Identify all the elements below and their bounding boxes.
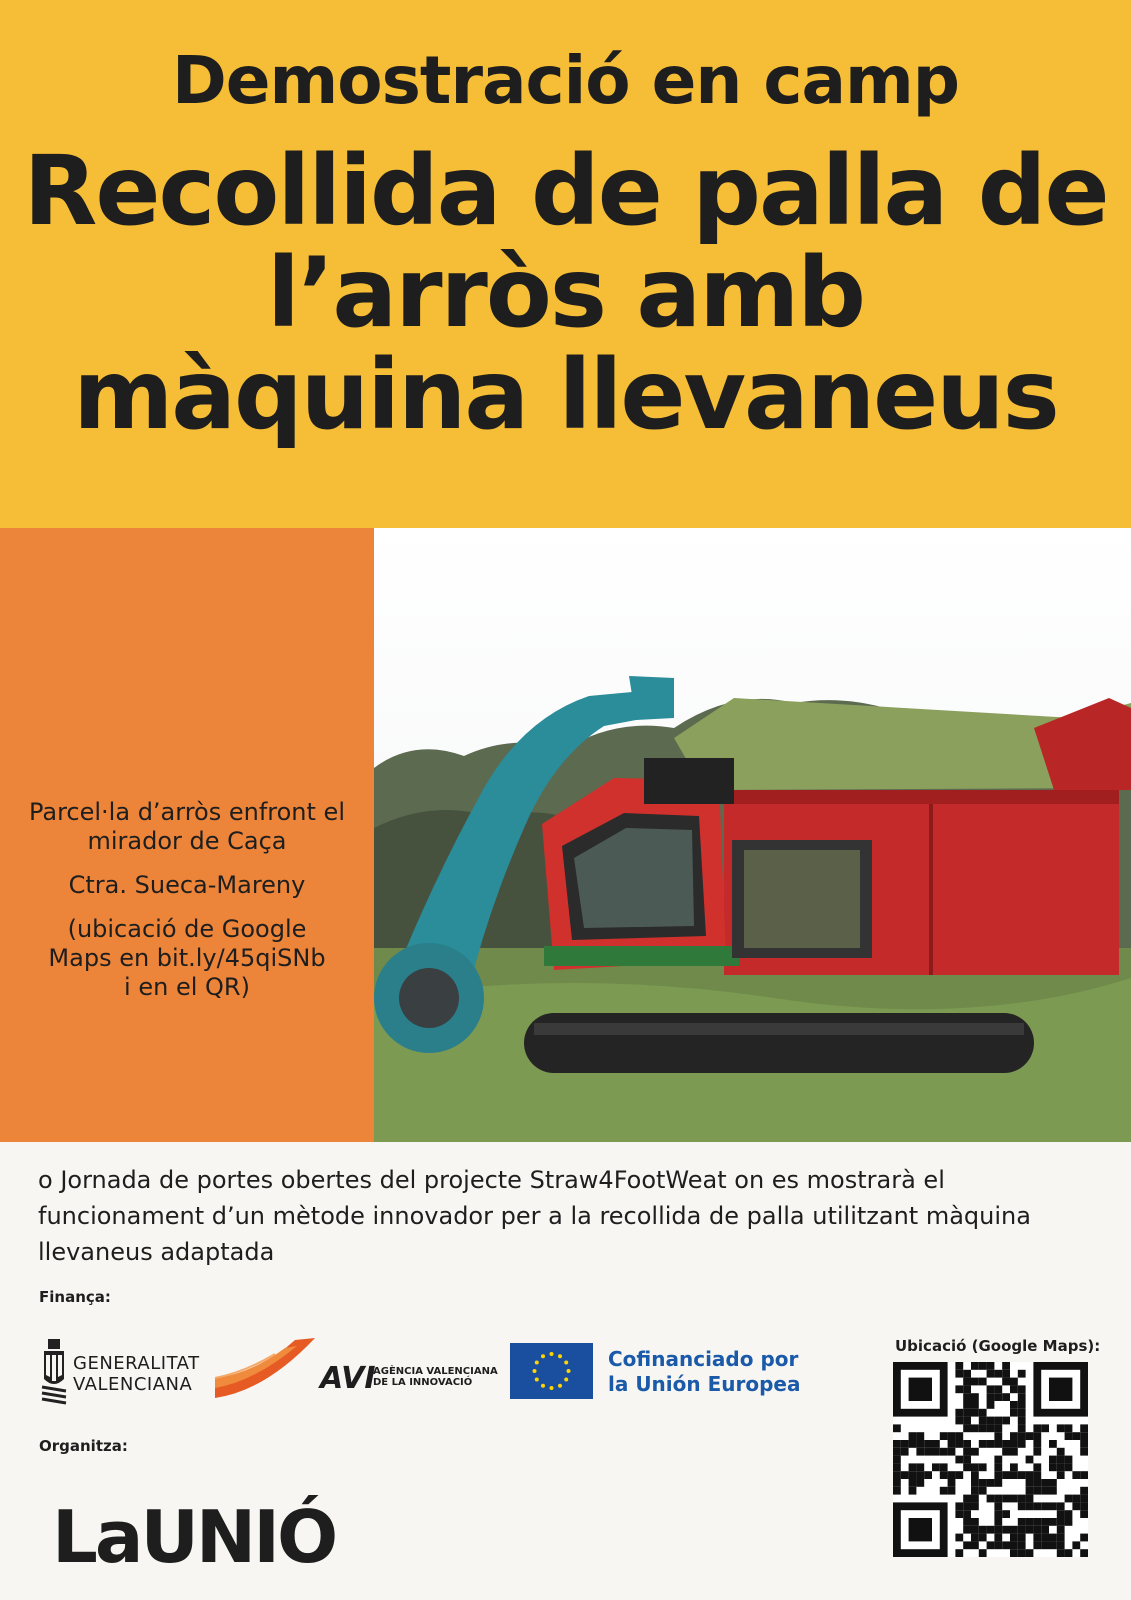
funding-label: Finança:	[39, 1288, 111, 1306]
eu-star	[535, 1361, 539, 1365]
avi-line-2: DE LA INNOVACIÓ	[373, 1377, 473, 1388]
location-line-1: Parcel·la d’arròs enfront el	[28, 798, 345, 826]
title-line-2: l’arròs amb	[267, 237, 864, 349]
eu-star	[564, 1378, 568, 1382]
avi-line-1: AGÈNCIA VALENCIANA	[373, 1366, 498, 1377]
eu-star	[550, 1386, 554, 1390]
machine-photo	[374, 528, 1131, 1142]
qr-label: Ubicació (Google Maps):	[895, 1337, 1101, 1355]
location-line-2: mirador de Caça	[87, 827, 287, 855]
event-title	[0, 135, 1131, 451]
event-subtitle: Demostració en camp	[171, 42, 960, 119]
road-name: Ctra. Sueca-Mareny	[68, 871, 306, 899]
eu-star	[564, 1361, 568, 1365]
maps-note-line-1: (ubicació de Google	[67, 915, 307, 943]
generalitat-line-1: GENERALITAT	[73, 1353, 200, 1374]
avi-acronym: AVI	[320, 1361, 376, 1396]
launio-logo: LaUNIÓ	[52, 1495, 336, 1579]
eu-line-1: Cofinanciado por	[608, 1347, 799, 1371]
eu-star	[550, 1352, 554, 1356]
event-description: o Jornada de portes obertes del projecte Straw4FootWeat on es mostrarà el funcionament d’un mètode innovador per a la recollida de palla utilitzant màquina llevaneus adaptada	[38, 1166, 1031, 1266]
eu-star	[567, 1369, 571, 1373]
eu-star	[535, 1378, 539, 1382]
eu-star	[558, 1354, 562, 1358]
title-line-3: màquina llevaneus	[73, 339, 1058, 451]
avi-swoosh-icon	[215, 1336, 325, 1402]
eu-star	[541, 1354, 545, 1358]
organizer-label: Organitza:	[39, 1437, 128, 1455]
eu-star	[541, 1384, 545, 1388]
generalitat-crest-icon	[40, 1339, 68, 1405]
title-line-1: Recollida de palla de	[23, 135, 1108, 247]
maps-note-line-2: Maps en bit.ly/45qiSNb	[48, 944, 326, 972]
eu-flag-icon	[510, 1343, 593, 1399]
eu-line-2: la Unión Europea	[608, 1372, 801, 1396]
qr-code-icon[interactable]	[893, 1362, 1088, 1557]
eu-star	[558, 1384, 562, 1388]
maps-note-line-3: i en el QR)	[124, 973, 250, 1001]
eu-star	[533, 1369, 537, 1373]
generalitat-line-2: VALENCIANA	[73, 1374, 193, 1395]
